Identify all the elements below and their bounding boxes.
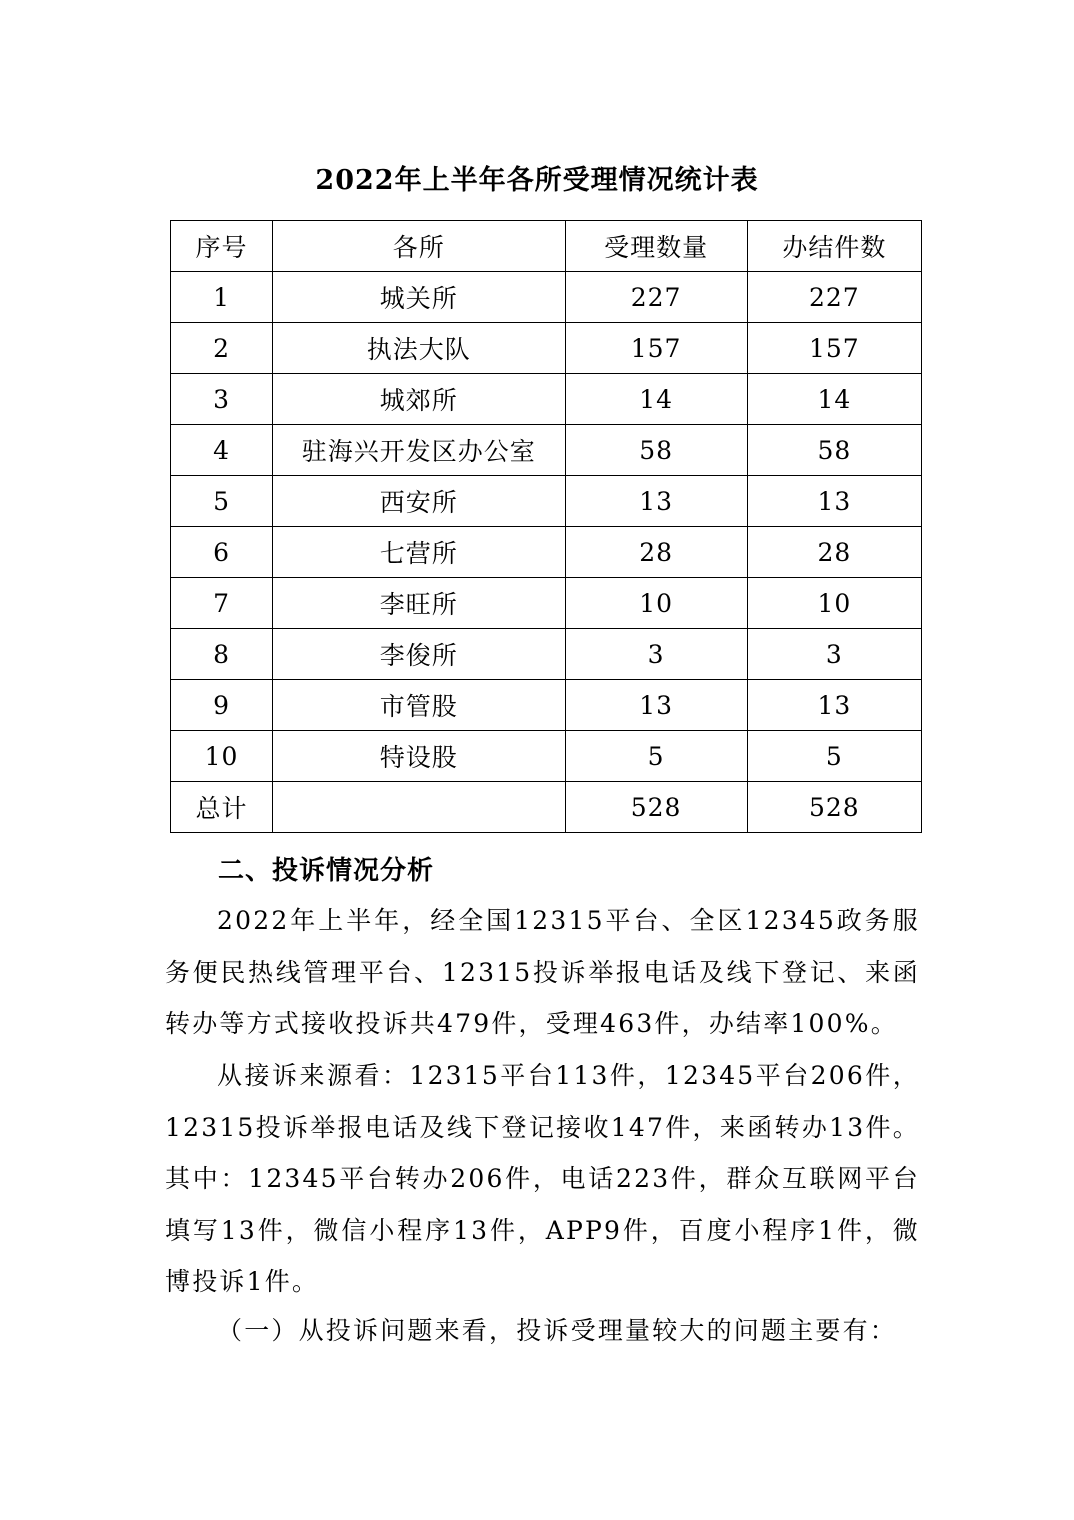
cell-completed: 5: [747, 731, 921, 782]
table-row: [171, 731, 922, 782]
cell-accepted: 227: [565, 272, 747, 323]
cell-office: 七营所: [273, 527, 565, 578]
paragraph-issues: （一）从投诉问题来看，投诉受理量较大的问题主要有：: [217, 1316, 898, 1345]
total-completed: 528: [747, 782, 921, 833]
cell-seq: 2: [171, 323, 273, 374]
table-row: [171, 476, 922, 527]
total-label: 总计: [171, 782, 273, 833]
table-row: [171, 272, 922, 323]
cell-accepted: 10: [565, 578, 747, 629]
cell-accepted: 58: [565, 425, 747, 476]
table-row: [171, 680, 922, 731]
cell-completed: 227: [747, 272, 921, 323]
header-office: 各所: [273, 221, 565, 272]
header-seq: 序号: [171, 221, 273, 272]
cell-accepted: 13: [565, 680, 747, 731]
table-row: [171, 578, 922, 629]
cell-seq: 9: [171, 680, 273, 731]
cell-completed: 10: [747, 578, 921, 629]
paragraph-sources: 从接诉来源看：12315平台113件，12345平台206件，12315投诉举报电话及线下登记接收147件，来函转办13件。其中：12345平台转办206件，电话223件，群众互联网平台填写13件，微信小程序13件，APP9件，百度小程序1件，微博投诉1件。: [165, 1061, 920, 1296]
table-header-row: [171, 221, 922, 272]
section-heading: 二、投诉情况分析: [218, 856, 435, 886]
cell-completed: 13: [747, 476, 921, 527]
cell-office: 城郊所: [273, 374, 565, 425]
cell-seq: 5: [171, 476, 273, 527]
table-row: [171, 527, 922, 578]
cell-completed: 14: [747, 374, 921, 425]
paragraph-summary: 2022年上半年，经全国12315平台、全区12345政务服务便民热线管理平台、12315投诉举报电话及线下登记、来函转办等方式接收投诉共479件，受理463件，办结率100%。: [165, 906, 920, 1038]
cell-completed: 13: [747, 680, 921, 731]
cell-completed: 58: [747, 425, 921, 476]
cell-seq: 4: [171, 425, 273, 476]
table-row: [171, 629, 922, 680]
total-accepted: 528: [565, 782, 747, 833]
cell-seq: 8: [171, 629, 273, 680]
cell-office: 李俊所: [273, 629, 565, 680]
cell-completed: 157: [747, 323, 921, 374]
cell-accepted: 14: [565, 374, 747, 425]
page-title: 2022年上半年各所受理情况统计表: [315, 165, 759, 196]
cell-seq: 6: [171, 527, 273, 578]
cell-office: 西安所: [273, 476, 565, 527]
total-office: [273, 782, 565, 833]
cell-accepted: 5: [565, 731, 747, 782]
cell-seq: 7: [171, 578, 273, 629]
cell-completed: 28: [747, 527, 921, 578]
statistics-table: [170, 220, 922, 833]
table-row: [171, 425, 922, 476]
cell-office: 城关所: [273, 272, 565, 323]
cell-office: 市管股: [273, 680, 565, 731]
cell-seq: 10: [171, 731, 273, 782]
cell-accepted: 13: [565, 476, 747, 527]
cell-accepted: 157: [565, 323, 747, 374]
cell-office: 特设股: [273, 731, 565, 782]
cell-seq: 1: [171, 272, 273, 323]
cell-accepted: 28: [565, 527, 747, 578]
header-completed: 办结件数: [747, 221, 921, 272]
cell-office: 驻海兴开发区办公室: [273, 425, 565, 476]
table-row: [171, 323, 922, 374]
cell-accepted: 3: [565, 629, 747, 680]
cell-completed: 3: [747, 629, 921, 680]
cell-office: 李旺所: [273, 578, 565, 629]
cell-seq: 3: [171, 374, 273, 425]
header-accepted: 受理数量: [565, 221, 747, 272]
table-row: [171, 374, 922, 425]
cell-office: 执法大队: [273, 323, 565, 374]
table-total-row: [171, 782, 922, 833]
